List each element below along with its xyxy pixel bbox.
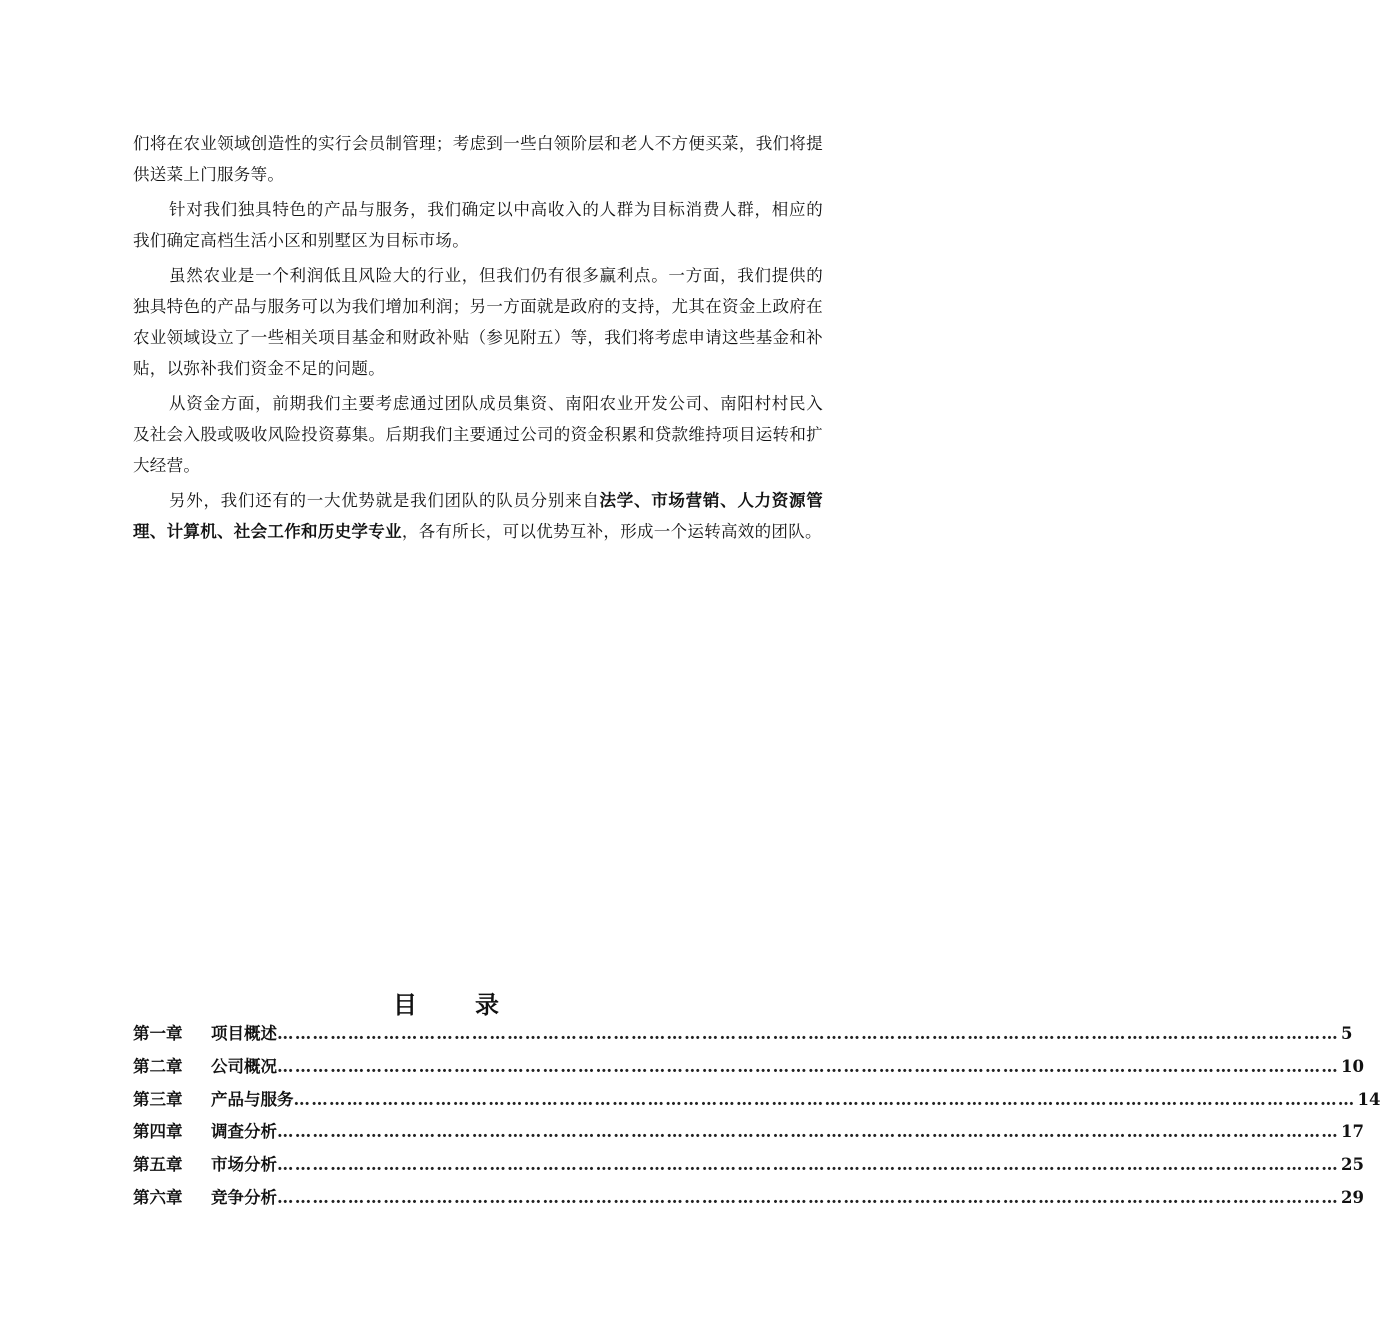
toc-leader-dots: ……………………………………………………………………………………………………………………………………………………………… (277, 1155, 1339, 1175)
paragraph-4-text: 从资金方面，前期我们主要考虑通过团队成员集资、南阳农业开发公司、南阳村村民入及社会入股或吸收风险投资募集。后期我们主要通过公司的资金积累和贷款维持项目运转和扩大经营。 (133, 394, 823, 475)
toc-name: 公司概况 (211, 1056, 277, 1076)
paragraph-5-text-b: ，各有所长，可以优势互补，形成一个运转高效的团队。 (401, 522, 822, 541)
toc-entry[interactable] (133, 1118, 1364, 1151)
toc-chapter: 第二章 (133, 1056, 183, 1076)
paragraph-4 (133, 388, 823, 481)
toc-name: 市场分析 (211, 1155, 277, 1175)
paragraph-1 (133, 128, 823, 190)
paragraph-1-text: 们将在农业领域创造性的实行会员制管理；考虑到一些白领阶层和老人不方便买菜，我们将提供送菜上门服务等。 (133, 134, 823, 184)
toc-leader-dots: ……………………………………………………………………………………………………………………………………………………………… (277, 1187, 1339, 1207)
toc-chapter: 第六章 (133, 1187, 183, 1207)
toc-name: 项目概述 (211, 1024, 277, 1043)
toc-name: 产品与服务 (211, 1089, 294, 1109)
toc-page-number: 10 (1341, 1056, 1364, 1076)
toc-page-number: 29 (1341, 1187, 1364, 1207)
paragraph-3 (133, 260, 823, 384)
toc-entry[interactable] (133, 1053, 1364, 1086)
toc-page-number: 5 (1341, 1024, 1353, 1043)
toc-chapter: 第三章 (133, 1089, 183, 1109)
toc-chapter: 第一章 (133, 1024, 183, 1043)
toc-page-number: 14 (1357, 1089, 1380, 1109)
toc-leader-dots: ……………………………………………………………………………………………………………………………………………………………… (277, 1122, 1339, 1142)
body-text (133, 128, 823, 547)
toc-title: 目录 (393, 991, 557, 1019)
table-of-contents (133, 1020, 1380, 1217)
toc-entry[interactable] (133, 1020, 1353, 1053)
toc-page-number: 25 (1341, 1155, 1364, 1175)
toc-name: 调查分析 (211, 1122, 277, 1142)
toc-leader-dots: ……………………………………………………………………………………………………………………………………………………………… (293, 1089, 1356, 1109)
toc-chapter: 第四章 (133, 1122, 183, 1142)
toc-leader-dots: ……………………………………………………………………………………………………………………………………………………………… (277, 1024, 1339, 1043)
paragraph-5-majors-bold: 法学、市场营销、人力资源管理、计算机、社会工作和历史学专业 (133, 491, 824, 541)
toc-name: 竞争分析 (211, 1187, 277, 1207)
toc-leader-dots: ……………………………………………………………………………………………………………………………………………………………… (277, 1056, 1339, 1076)
toc-entry[interactable] (133, 1151, 1364, 1184)
paragraph-2-text: 针对我们独具特色的产品与服务，我们确定以中高收入的人群为目标消费人群，相应的我们确定高档生活小区和别墅区为目标市场。 (133, 200, 823, 250)
paragraph-5 (133, 485, 823, 547)
toc-page-number: 17 (1341, 1122, 1364, 1142)
toc-entry[interactable] (133, 1184, 1364, 1217)
paragraph-3-text: 虽然农业是一个利润低且风险大的行业，但我们仍有很多赢利点。一方面，我们提供的独具特色的产品与服务可以为我们增加利润；另一方面就是政府的支持，尤其在资金上政府在农业领域设立了一些相关项目基金和财政补贴（参见附五）等，我们将考虑申请这些基金和补贴，以弥补我们资金不足的问题。 (133, 266, 823, 378)
toc-chapter: 第五章 (133, 1155, 183, 1175)
paragraph-2 (133, 194, 823, 256)
paragraph-5-text-a: 另外，我们还有的一大优势就是我们团队的队员分别来自 (169, 491, 600, 510)
toc-entry[interactable] (133, 1086, 1380, 1119)
